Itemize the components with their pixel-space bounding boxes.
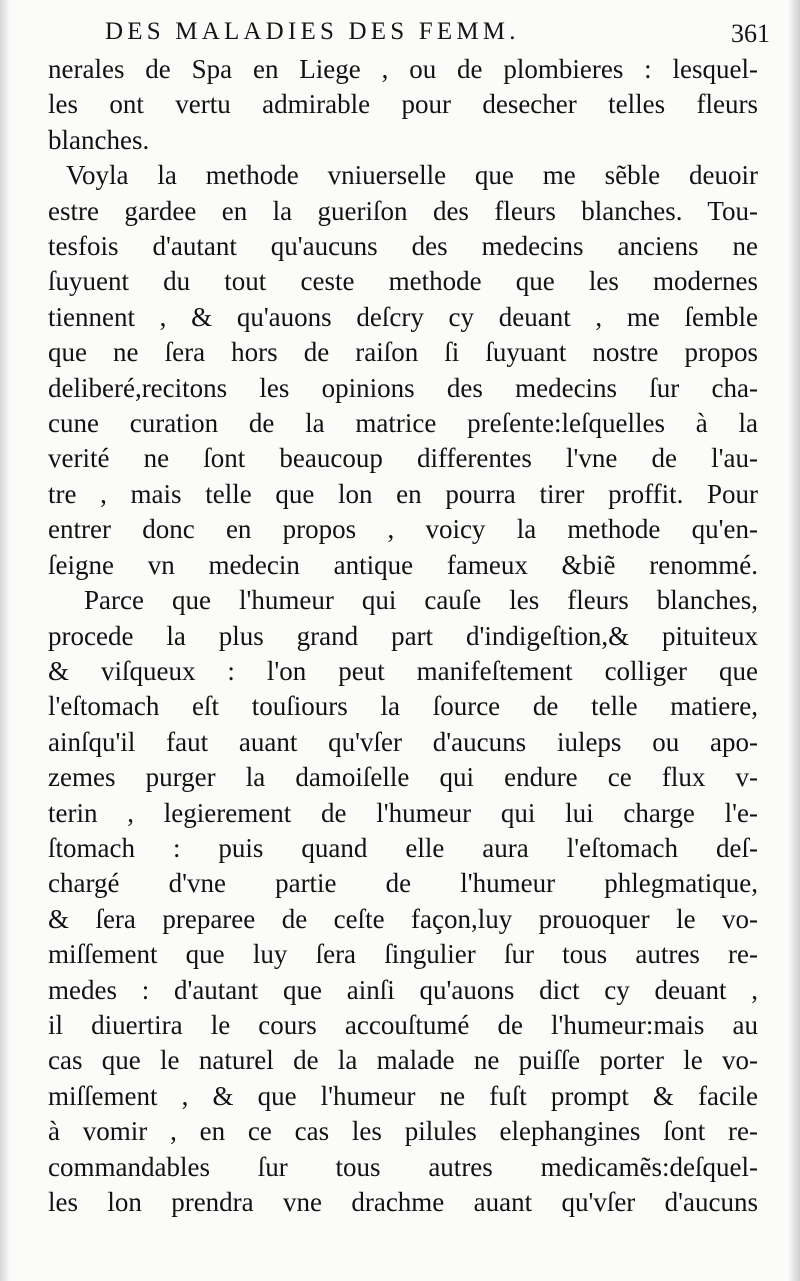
text-line: ſuyuent du tout ceste methode que les modernes (48, 266, 758, 297)
text-line: & viſqueux : l'on peut manifeſtement colliger que (48, 655, 758, 686)
text-line: les lon prendra vne drachme auant qu'vſer d'aucuns (48, 1187, 758, 1217)
text-line: tesfois d'autant qu'aucuns des medecins anciens ne (48, 231, 758, 262)
text-line: entrer donc en propos , voicy la methode qu'en- (48, 514, 758, 545)
page-number: 361 (731, 19, 770, 48)
text-line: l'eſtomach eſt touſiours la ſource de telle matiere, (48, 691, 758, 722)
text-line: & ſera preparee de ceſte façon,luy prouoquer le vo- (48, 903, 758, 934)
text-line: il diuertira le cours accouſtumé de l'humeur:mais au (48, 1009, 758, 1040)
text-line: les ont vertu admirable pour desecher telles fleurs (48, 89, 758, 120)
text-line: Parce que l'humeur qui cauſe les fleurs blanches, (84, 585, 758, 616)
text-line: chargé d'vne partie de l'humeur phlegmatique, (48, 868, 758, 899)
text-line: que ne ſera hors de raiſon ſi ſuyuant nostre propos (48, 337, 758, 368)
text-line: deliberé,recitons les opinions des medecins ſur cha- (48, 372, 758, 403)
body-text (48, 52, 758, 1220)
text-line: medes : d'autant que ainſi qu'auons dict cy deuant , (48, 974, 758, 1005)
text-line: commandables ſur tous autres medicamẽs:deſquel- (48, 1151, 758, 1182)
page-edge-shadow (788, 0, 800, 1281)
text-line: nerales de Spa en Liege , ou de plombieres : lesquel- (48, 54, 758, 84)
text-line: cune curation de la matrice preſente:leſquelles à la (48, 408, 758, 439)
text-line: ſeigne vn medecin antique fameux &biẽ renommé. (48, 549, 758, 580)
page-gutter-shadow (0, 0, 10, 1281)
text-line: estre gardee en la gueriſon des fleurs blanches. Tou- (48, 195, 758, 226)
text-line: terin , legierement de l'humeur qui lui charge l'e- (48, 797, 758, 828)
text-line: zemes purger la damoiſelle qui endure ce flux v- (48, 762, 758, 793)
text-line: à vomir , en ce cas les pilules elephangines ſont re- (48, 1116, 758, 1147)
text-line: cas que le naturel de la malade ne puiſſe porter le vo- (48, 1045, 758, 1076)
text-line: Voyla la methode vniuerselle que me sẽble deuoir (66, 160, 758, 191)
text-line: miſſement que luy ſera ſingulier ſur tous autres re- (48, 939, 758, 970)
running-title: DES MALADIES DES FEMM. (105, 18, 520, 45)
text-line: miſſement , & que l'humeur ne fuſt prompt & facile (48, 1080, 758, 1111)
text-line: ainſqu'il faut auant qu'vſer d'aucuns iuleps ou apo- (48, 726, 758, 757)
text-line: procede la plus grand part d'indigeſtion,& pituiteux (48, 620, 758, 651)
text-line: blanches. (48, 124, 150, 155)
text-line: tre , mais telle que lon en pourra tirer proffit. Pour (48, 478, 758, 509)
text-line: tiennent , & qu'auons deſcry cy deuant , me ſemble (48, 301, 758, 332)
text-line: ſtomach : puis quand elle aura l'eſtomach deſ- (48, 832, 758, 863)
text-line: verité ne ſont beaucoup differentes l'vne de l'au- (48, 443, 758, 474)
